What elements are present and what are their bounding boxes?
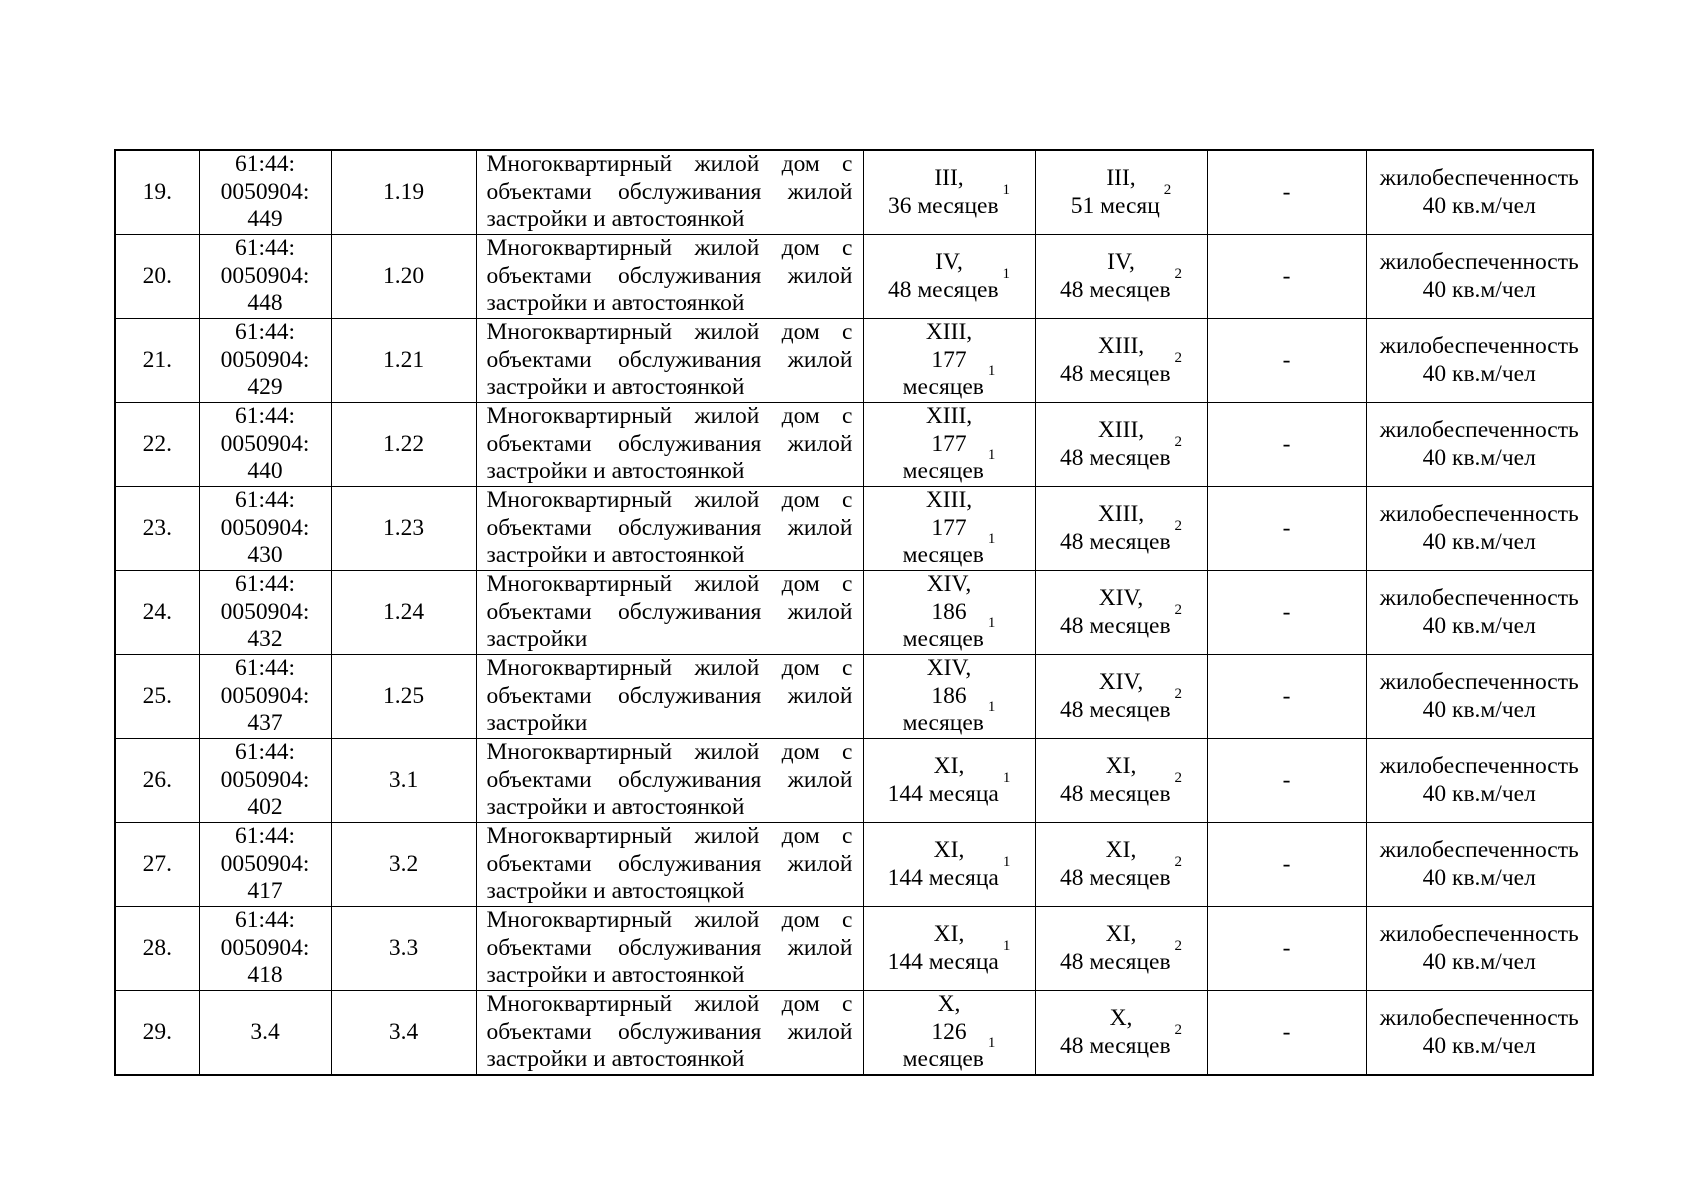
dash-cell: - bbox=[1207, 319, 1366, 403]
object-description-text: Многоквартирный жилой дом с объектами обслуживания жилой застройки и автостоянкой bbox=[486, 235, 853, 317]
term-line bbox=[1036, 685, 1207, 725]
dash-cell: - bbox=[1207, 655, 1366, 739]
reconstruction-queue-cell bbox=[1035, 235, 1207, 319]
table-row bbox=[115, 655, 1593, 739]
footnote-mark: 2 bbox=[1174, 601, 1183, 618]
construction-queue-cell bbox=[863, 739, 1035, 823]
footnote-mark: 1 bbox=[1002, 181, 1011, 198]
queue-line: IV, bbox=[935, 249, 963, 275]
term-line bbox=[1036, 1021, 1207, 1061]
object-description-cell bbox=[476, 150, 863, 235]
term-line bbox=[864, 769, 1035, 809]
queue-line: 177 bbox=[931, 514, 967, 541]
table-row bbox=[115, 739, 1593, 823]
term-line bbox=[864, 447, 1035, 486]
queue-line: X, bbox=[937, 991, 961, 1018]
dash-cell: - bbox=[1207, 823, 1366, 907]
object-description-text: Многоквартирный жилой дом с объектами обслуживания жилой застройки bbox=[486, 655, 853, 737]
reconstruction-queue-cell bbox=[1035, 907, 1207, 991]
object-description-cell bbox=[476, 655, 863, 739]
footnote-mark: 2 bbox=[1174, 853, 1183, 870]
cadastral-number-cell bbox=[199, 487, 331, 571]
queue-line: XIII, bbox=[1097, 417, 1145, 443]
cadastral-number-line: 61:44: bbox=[234, 151, 296, 178]
housing-norm-cell bbox=[1366, 991, 1593, 1076]
cadastral-number-line: 61:44: bbox=[234, 655, 296, 682]
housing-norm-line: жилобеспеченность bbox=[1379, 165, 1579, 191]
housing-norm-cell bbox=[1366, 823, 1593, 907]
footnote-mark: 1 bbox=[1002, 937, 1011, 954]
row-number-cell: 29. bbox=[115, 991, 199, 1076]
cadastral-number-line: 0050904: bbox=[220, 346, 310, 373]
object-description-cell bbox=[476, 823, 863, 907]
table-row bbox=[115, 235, 1593, 319]
term-text: 48 месяцев bbox=[1059, 612, 1171, 639]
object-description-text: Многоквартирный жилой дом с объектами обслуживания жилой застройки и автостояцкой bbox=[486, 823, 853, 905]
cadastral-number-line: 61:44: bbox=[234, 235, 296, 262]
cadastral-number-cell bbox=[199, 235, 331, 319]
cadastral-number-line: 0050904: bbox=[220, 850, 310, 877]
term-text: 51 месяц bbox=[1070, 192, 1160, 219]
queue-line: XI, bbox=[933, 921, 965, 947]
object-description-cell bbox=[476, 487, 863, 571]
reconstruction-queue-cell bbox=[1035, 571, 1207, 655]
queue-line: XIV, bbox=[926, 571, 972, 598]
housing-norm-line: жилобеспеченность bbox=[1379, 753, 1579, 779]
housing-norm-line: жилобеспеченность bbox=[1379, 1005, 1579, 1031]
queue-line: XIV, bbox=[926, 655, 972, 682]
table-body bbox=[115, 150, 1593, 1075]
dash-cell: - bbox=[1207, 487, 1366, 571]
term-line bbox=[864, 1035, 1035, 1074]
housing-norm-line: 40 кв.м/чел bbox=[1422, 444, 1536, 471]
cadastral-number-line: 0050904: bbox=[220, 598, 310, 625]
dash-cell: - bbox=[1207, 739, 1366, 823]
row-number-cell: 28. bbox=[115, 907, 199, 991]
construction-queue-cell bbox=[863, 823, 1035, 907]
term-line bbox=[1036, 265, 1207, 305]
term-line bbox=[1036, 853, 1207, 893]
table-row bbox=[115, 403, 1593, 487]
term-text: месяцев bbox=[902, 626, 984, 653]
row-number-cell: 25. bbox=[115, 655, 199, 739]
cadastral-number-line: 61:44: bbox=[234, 403, 296, 430]
term-text: 48 месяцев bbox=[1059, 444, 1171, 471]
housing-norm-line: 40 кв.м/чел bbox=[1422, 1032, 1536, 1059]
queue-line: XIV, bbox=[1098, 669, 1144, 695]
cadastral-number-line: 429 bbox=[247, 374, 283, 401]
construction-queue-cell bbox=[863, 150, 1035, 235]
queue-line: XI, bbox=[1105, 753, 1137, 779]
cadastral-number-cell bbox=[199, 907, 331, 991]
term-text: 36 месяцев bbox=[887, 192, 999, 219]
row-number-cell: 20. bbox=[115, 235, 199, 319]
construction-queue-cell bbox=[863, 487, 1035, 571]
construction-queue-cell bbox=[863, 235, 1035, 319]
term-line bbox=[864, 363, 1035, 402]
housing-norm-line: жилобеспеченность bbox=[1379, 669, 1579, 695]
term-text: 48 месяцев bbox=[1059, 696, 1171, 723]
document-table bbox=[114, 149, 1594, 1076]
cadastral-number-line: 0050904: bbox=[220, 514, 310, 541]
object-description-text: Многоквартирный жилой дом с объектами обслуживания жилой застройки и автостоянкой bbox=[486, 991, 853, 1073]
reconstruction-queue-cell bbox=[1035, 319, 1207, 403]
footnote-mark: 1 bbox=[987, 1035, 996, 1052]
cadastral-number-line: 0050904: bbox=[220, 430, 310, 457]
footnote-mark: 1 bbox=[987, 531, 996, 548]
queue-line: XIII, bbox=[1097, 501, 1145, 527]
term-line bbox=[864, 265, 1035, 305]
term-line bbox=[1036, 601, 1207, 641]
housing-norm-line: жилобеспеченность bbox=[1379, 333, 1579, 359]
plot-code-cell: 3.2 bbox=[331, 823, 476, 907]
term-text: месяцев bbox=[902, 1046, 984, 1073]
dash-cell: - bbox=[1207, 403, 1366, 487]
row-number-cell: 24. bbox=[115, 571, 199, 655]
object-description-text: Многоквартирный жилой дом с объектами обслуживания жилой застройки и автостоянкой bbox=[486, 907, 853, 989]
term-text: 48 месяцев bbox=[1059, 528, 1171, 555]
housing-norm-cell bbox=[1366, 655, 1593, 739]
term-text: 144 месяца bbox=[887, 948, 999, 975]
cadastral-number-line: 437 bbox=[247, 710, 283, 737]
reconstruction-queue-cell bbox=[1035, 823, 1207, 907]
plot-code-cell: 1.20 bbox=[331, 235, 476, 319]
table-row bbox=[115, 571, 1593, 655]
footnote-mark: 2 bbox=[1174, 349, 1183, 366]
term-line bbox=[1036, 349, 1207, 389]
reconstruction-queue-cell bbox=[1035, 655, 1207, 739]
housing-norm-line: 40 кв.м/чел bbox=[1422, 192, 1536, 219]
footnote-mark: 2 bbox=[1174, 517, 1183, 534]
row-number-cell: 22. bbox=[115, 403, 199, 487]
cadastral-number-line: 440 bbox=[247, 458, 283, 485]
footnote-mark: 2 bbox=[1174, 937, 1183, 954]
row-number-cell: 27. bbox=[115, 823, 199, 907]
cadastral-number-line: 448 bbox=[247, 290, 283, 317]
cadastral-number-line: 0050904: bbox=[220, 766, 310, 793]
term-text: 48 месяцев bbox=[1059, 780, 1171, 807]
construction-queue-cell bbox=[863, 907, 1035, 991]
term-line bbox=[1036, 181, 1207, 221]
cadastral-number-line: 61:44: bbox=[234, 823, 296, 850]
queue-line: XI, bbox=[933, 837, 965, 863]
cadastral-number-line: 61:44: bbox=[234, 571, 296, 598]
housing-norm-line: 40 кв.м/чел bbox=[1422, 864, 1536, 891]
object-description-cell bbox=[476, 403, 863, 487]
cadastral-number-cell bbox=[199, 823, 331, 907]
term-text: 144 месяца bbox=[887, 780, 999, 807]
row-number-cell: 21. bbox=[115, 319, 199, 403]
plot-code-cell: 3.1 bbox=[331, 739, 476, 823]
cadastral-number-line: 430 bbox=[247, 542, 283, 569]
housing-norm-cell bbox=[1366, 571, 1593, 655]
footnote-mark: 1 bbox=[987, 615, 996, 632]
term-text: месяцев bbox=[902, 458, 984, 485]
object-description-text: Многоквартирный жилой дом с объектами обслуживания жилой застройки и автостоянкой bbox=[486, 151, 853, 233]
term-text: месяцев bbox=[902, 374, 984, 401]
object-description-cell bbox=[476, 571, 863, 655]
object-description-text: Многоквартирный жилой дом с объектами обслуживания жилой застройки и автостоянкой bbox=[486, 487, 853, 569]
object-description-text: Многоквартирный жилой дом с объектами обслуживания жилой застройки и автостоянкой bbox=[486, 319, 853, 401]
term-line bbox=[864, 615, 1035, 654]
dash-cell: - bbox=[1207, 907, 1366, 991]
cadastral-number-line: 3.4 bbox=[250, 1018, 280, 1045]
housing-norm-line: жилобеспеченность bbox=[1379, 501, 1579, 527]
plot-code-cell: 1.23 bbox=[331, 487, 476, 571]
queue-line: IV, bbox=[1107, 249, 1135, 275]
term-line bbox=[864, 937, 1035, 977]
term-text: 48 месяцев bbox=[1059, 276, 1171, 303]
queue-line: 177 bbox=[931, 430, 967, 457]
reconstruction-queue-cell bbox=[1035, 487, 1207, 571]
queue-line: XI, bbox=[1105, 837, 1137, 863]
cadastral-number-line: 0050904: bbox=[220, 262, 310, 289]
housing-norm-cell bbox=[1366, 150, 1593, 235]
queue-line: III, bbox=[1106, 165, 1136, 191]
object-description-text: Многоквартирный жилой дом с объектами обслуживания жилой застройки bbox=[486, 571, 853, 653]
term-line bbox=[864, 531, 1035, 570]
housing-norm-line: жилобеспеченность bbox=[1379, 417, 1579, 443]
housing-norm-line: жилобеспеченность bbox=[1379, 249, 1579, 275]
housing-norm-line: 40 кв.м/чел bbox=[1422, 528, 1536, 555]
object-description-cell bbox=[476, 319, 863, 403]
object-description-text: Многоквартирный жилой дом с объектами обслуживания жилой застройки и автостоянкой bbox=[486, 403, 853, 485]
construction-queue-cell bbox=[863, 403, 1035, 487]
term-line bbox=[1036, 769, 1207, 809]
housing-norm-line: 40 кв.м/чел bbox=[1422, 780, 1536, 807]
dash-cell: - bbox=[1207, 150, 1366, 235]
queue-line: 126 bbox=[931, 1018, 967, 1045]
term-line bbox=[1036, 937, 1207, 977]
housing-norm-line: 40 кв.м/чел bbox=[1422, 360, 1536, 387]
object-description-cell bbox=[476, 235, 863, 319]
cadastral-number-line: 0050904: bbox=[220, 178, 310, 205]
term-line bbox=[1036, 517, 1207, 557]
table-row bbox=[115, 991, 1593, 1076]
footnote-mark: 2 bbox=[1163, 181, 1172, 198]
term-line bbox=[864, 181, 1035, 221]
cadastral-number-line: 0050904: bbox=[220, 934, 310, 961]
housing-norm-line: 40 кв.м/чел bbox=[1422, 696, 1536, 723]
housing-norm-cell bbox=[1366, 403, 1593, 487]
footnote-mark: 1 bbox=[987, 447, 996, 464]
footnote-mark: 2 bbox=[1174, 769, 1183, 786]
queue-line: 186 bbox=[931, 682, 967, 709]
plot-code-cell: 1.19 bbox=[331, 150, 476, 235]
cadastral-number-line: 449 bbox=[247, 206, 283, 233]
queue-line: XIII, bbox=[1097, 333, 1145, 359]
plot-code-cell: 1.21 bbox=[331, 319, 476, 403]
queue-line: XI, bbox=[1105, 921, 1137, 947]
footnote-mark: 2 bbox=[1174, 265, 1183, 282]
term-text: 48 месяцев bbox=[1059, 948, 1171, 975]
housing-norm-line: жилобеспеченность bbox=[1379, 585, 1579, 611]
plot-code-cell: 3.3 bbox=[331, 907, 476, 991]
cadastral-number-cell bbox=[199, 150, 331, 235]
queue-line: 186 bbox=[931, 598, 967, 625]
construction-queue-cell bbox=[863, 991, 1035, 1076]
term-text: 48 месяцев bbox=[887, 276, 999, 303]
plot-code-cell: 1.25 bbox=[331, 655, 476, 739]
cadastral-number-line: 61:44: bbox=[234, 907, 296, 934]
queue-line: XI, bbox=[933, 753, 965, 779]
footnote-mark: 1 bbox=[1002, 265, 1011, 282]
footnote-mark: 1 bbox=[1002, 769, 1011, 786]
cadastral-number-cell bbox=[199, 655, 331, 739]
footnote-mark: 2 bbox=[1174, 685, 1183, 702]
cadastral-number-cell bbox=[199, 991, 331, 1076]
queue-line: III, bbox=[934, 165, 964, 191]
cadastral-number-line: 418 bbox=[247, 962, 283, 989]
housing-norm-line: жилобеспеченность bbox=[1379, 921, 1579, 947]
term-line bbox=[1036, 433, 1207, 473]
cadastral-number-line: 0050904: bbox=[220, 682, 310, 709]
term-text: 48 месяцев bbox=[1059, 360, 1171, 387]
table-row bbox=[115, 319, 1593, 403]
queue-line: XIV, bbox=[1098, 585, 1144, 611]
housing-norm-line: жилобеспеченность bbox=[1379, 837, 1579, 863]
dash-cell: - bbox=[1207, 571, 1366, 655]
term-text: месяцев bbox=[902, 710, 984, 737]
queue-line: 177 bbox=[931, 346, 967, 373]
cadastral-number-line: 432 bbox=[247, 626, 283, 653]
row-number-cell: 23. bbox=[115, 487, 199, 571]
cadastral-number-cell bbox=[199, 739, 331, 823]
dash-cell: - bbox=[1207, 991, 1366, 1076]
construction-queue-cell bbox=[863, 319, 1035, 403]
plot-code-cell: 1.22 bbox=[331, 403, 476, 487]
table-row bbox=[115, 907, 1593, 991]
cadastral-number-line: 61:44: bbox=[234, 319, 296, 346]
housing-norm-cell bbox=[1366, 319, 1593, 403]
housing-norm-cell bbox=[1366, 739, 1593, 823]
reconstruction-queue-cell bbox=[1035, 403, 1207, 487]
plot-code-cell: 1.24 bbox=[331, 571, 476, 655]
footnote-mark: 1 bbox=[1002, 853, 1011, 870]
footnote-mark: 1 bbox=[987, 363, 996, 380]
queue-line: XIII, bbox=[925, 319, 973, 346]
housing-norm-line: 40 кв.м/чел bbox=[1422, 276, 1536, 303]
queue-line: XIII, bbox=[925, 487, 973, 514]
term-line bbox=[864, 699, 1035, 738]
cadastral-number-cell bbox=[199, 319, 331, 403]
table-row bbox=[115, 150, 1593, 235]
housing-norm-cell bbox=[1366, 487, 1593, 571]
object-description-cell bbox=[476, 991, 863, 1076]
plot-code-cell: 3.4 bbox=[331, 991, 476, 1076]
housing-norm-cell bbox=[1366, 907, 1593, 991]
cadastral-number-cell bbox=[199, 403, 331, 487]
reconstruction-queue-cell bbox=[1035, 150, 1207, 235]
object-description-cell bbox=[476, 907, 863, 991]
cadastral-number-cell bbox=[199, 571, 331, 655]
row-number-cell: 19. bbox=[115, 150, 199, 235]
object-description-text: Многоквартирный жилой дом с объектами обслуживания жилой застройки и автостоянкой bbox=[486, 739, 853, 821]
housing-norm-line: 40 кв.м/чел bbox=[1422, 612, 1536, 639]
cadastral-number-line: 61:44: bbox=[234, 739, 296, 766]
cadastral-number-line: 402 bbox=[247, 794, 283, 821]
housing-norm-cell bbox=[1366, 235, 1593, 319]
dash-cell: - bbox=[1207, 235, 1366, 319]
footnote-mark: 2 bbox=[1174, 1021, 1183, 1038]
term-text: 48 месяцев bbox=[1059, 864, 1171, 891]
footnote-mark: 1 bbox=[987, 699, 996, 716]
term-text: 144 месяца bbox=[887, 864, 999, 891]
term-line bbox=[864, 853, 1035, 893]
construction-queue-cell bbox=[863, 655, 1035, 739]
queue-line: XIII, bbox=[925, 403, 973, 430]
cadastral-number-line: 61:44: bbox=[234, 487, 296, 514]
queue-line: X, bbox=[1109, 1005, 1133, 1031]
term-text: месяцев bbox=[902, 542, 984, 569]
object-description-cell bbox=[476, 739, 863, 823]
term-text: 48 месяцев bbox=[1059, 1032, 1171, 1059]
row-number-cell: 26. bbox=[115, 739, 199, 823]
footnote-mark: 2 bbox=[1174, 433, 1183, 450]
cadastral-number-line: 417 bbox=[247, 878, 283, 905]
reconstruction-queue-cell bbox=[1035, 991, 1207, 1076]
housing-norm-line: 40 кв.м/чел bbox=[1422, 948, 1536, 975]
reconstruction-queue-cell bbox=[1035, 739, 1207, 823]
table-row bbox=[115, 823, 1593, 907]
construction-queue-cell bbox=[863, 571, 1035, 655]
table-row bbox=[115, 487, 1593, 571]
